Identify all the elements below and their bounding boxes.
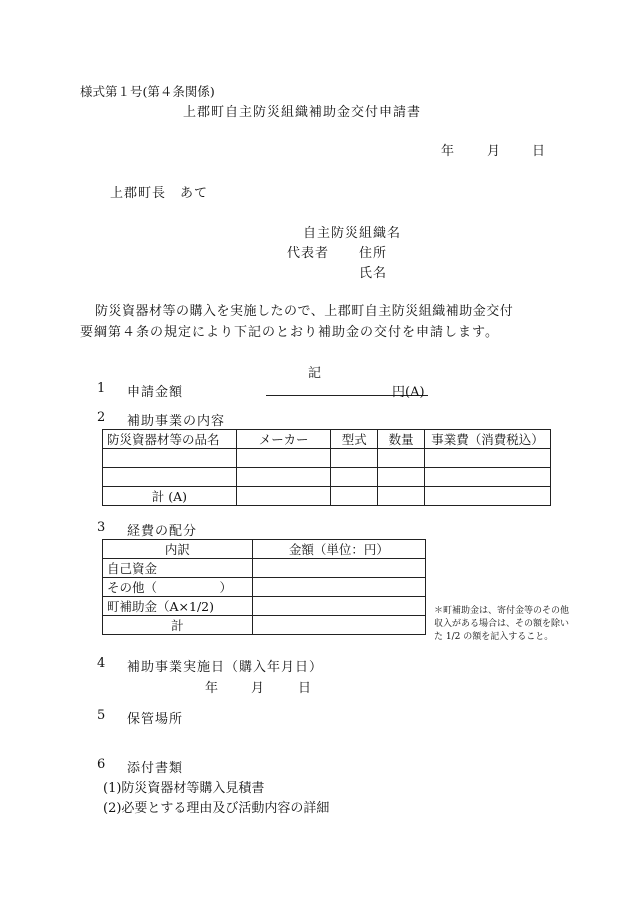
impl-month-label: 月 — [251, 681, 265, 696]
expense-table — [102, 539, 426, 635]
total-cell[interactable] — [331, 487, 378, 506]
header-model: 型式 — [331, 430, 378, 449]
cost-cell[interactable] — [425, 468, 551, 487]
total-cell[interactable] — [378, 487, 425, 506]
item-name-cell[interactable] — [103, 468, 237, 487]
org-name-label: 自主防災組織名 — [303, 226, 402, 241]
total-label: 計 (A) — [103, 487, 237, 506]
representative-label: 代表者 — [287, 246, 330, 261]
section-3-number: 3 — [97, 520, 106, 535]
quantity-cell[interactable] — [378, 449, 425, 468]
section-3-label: 経費の配分 — [127, 524, 198, 539]
body-line-2: 要綱第４条の規定により下記のとおり補助金の交付を申請します。 — [80, 325, 499, 340]
table-row — [103, 468, 551, 487]
table-total-row — [103, 487, 551, 506]
project-table — [102, 429, 551, 506]
attachment-item-1: (1)防災資器材等購入見積書 — [103, 781, 265, 796]
total-cell[interactable] — [236, 487, 331, 506]
section-6-label: 添付書類 — [127, 761, 184, 776]
section-5-label: 保管場所 — [127, 712, 184, 727]
item-name-cell[interactable] — [103, 449, 237, 468]
table-row — [103, 597, 426, 616]
amount-cell[interactable] — [252, 616, 425, 635]
section-4-label: 補助事業実施日（購入年月日） — [127, 660, 324, 675]
impl-day-label: 日 — [298, 681, 312, 696]
amount-cell[interactable] — [252, 597, 425, 616]
table-total-row — [103, 616, 426, 635]
amount-cell[interactable] — [252, 578, 425, 597]
cost-cell[interactable] — [425, 449, 551, 468]
body-line-1: 防災資器材等の購入を実施したので、上郡町自主防災組織補助金交付 — [95, 304, 514, 319]
section-1-number: 1 — [97, 381, 106, 396]
section-4-number: 4 — [97, 656, 106, 671]
addressee: 上郡町長 あて — [110, 186, 209, 201]
section-5-number: 5 — [97, 708, 106, 723]
form-number: 様式第１号(第４条関係) — [80, 84, 215, 99]
name-label: 氏名 — [359, 266, 388, 281]
table-header-row — [103, 540, 426, 559]
section-6-number: 6 — [97, 757, 106, 772]
table-header-row — [103, 430, 551, 449]
section-2-number: 2 — [97, 410, 106, 425]
date-month-label: 月 — [487, 144, 501, 159]
attachment-item-2: (2)必要とする理由及び活動内容の詳細 — [103, 801, 330, 816]
row-label-other: その他（ ） — [103, 578, 253, 597]
model-cell[interactable] — [331, 468, 378, 487]
ki-heading: 記 — [308, 366, 322, 381]
header-quantity: 数量 — [378, 430, 425, 449]
table-row — [103, 578, 426, 597]
header-maker: メーカー — [236, 430, 331, 449]
date-year-label: 年 — [441, 144, 455, 159]
impl-year-label: 年 — [205, 681, 219, 696]
maker-cell[interactable] — [236, 468, 331, 487]
section-2-label: 補助事業の内容 — [127, 414, 226, 429]
subsidy-note: ＊町補助金は、寄付金等のその他収入がある場合は、その額を除いた 1/2 の額を記入すること。 — [434, 606, 570, 642]
header-item-name: 防災資器材等の品名 — [103, 430, 237, 449]
model-cell[interactable] — [331, 449, 378, 468]
header-breakdown: 内訳 — [103, 540, 253, 559]
header-amount: 金額（単位：円） — [252, 540, 425, 559]
total-cost-cell[interactable] — [425, 487, 551, 506]
section-1-label: 申請金額 — [127, 385, 184, 400]
table-row — [103, 449, 551, 468]
address-label: 住所 — [359, 246, 388, 261]
amount-unit: 円(A) — [392, 385, 425, 400]
header-cost: 事業費（消費税込） — [425, 430, 551, 449]
amount-cell[interactable] — [252, 559, 425, 578]
date-day-label: 日 — [532, 144, 546, 159]
page-title: 上郡町自主防災組織補助金交付申請書 — [183, 105, 422, 120]
row-label-own-funds: 自己資金 — [103, 559, 253, 578]
quantity-cell[interactable] — [378, 468, 425, 487]
table-row — [103, 559, 426, 578]
row-label-town-subsidy: 町補助金（A×1/2) — [103, 597, 253, 616]
row-label-total: 計 — [103, 616, 253, 635]
maker-cell[interactable] — [236, 449, 331, 468]
